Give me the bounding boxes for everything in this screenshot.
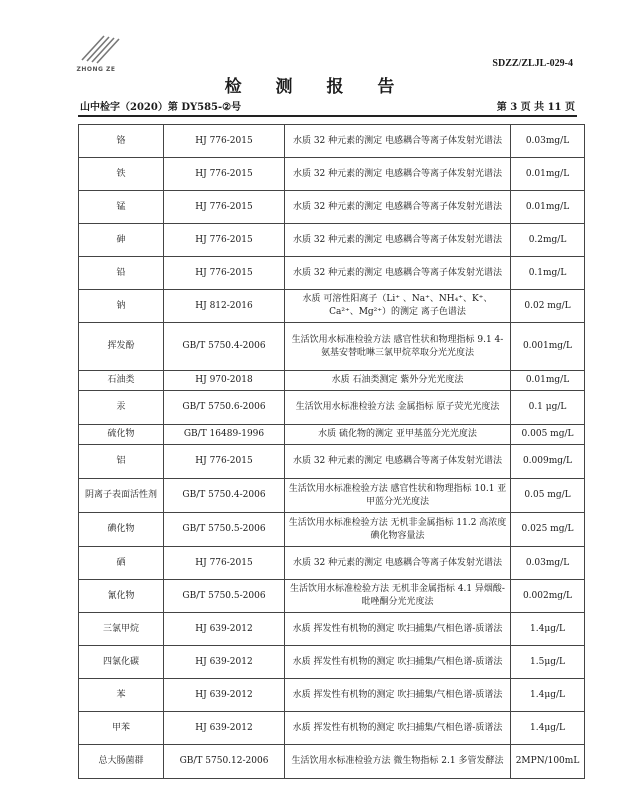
table-cell-limit: 2MPN/100mL	[511, 745, 585, 779]
table-cell-standard: HJ 812-2016	[164, 290, 285, 323]
table-row	[79, 191, 585, 224]
table-cell-method: 水质 石油类测定 紫外分光光度法	[285, 371, 511, 391]
table-cell-limit: 0.02 mg/L	[511, 290, 585, 323]
table-cell-method: 水质 挥发性有机物的测定 吹扫捕集/气相色谱-质谱法	[285, 712, 511, 745]
table-cell-method: 水质 硫化物的测定 亚甲基蓝分光光度法	[285, 425, 511, 445]
table-cell-item: 铝	[79, 445, 164, 479]
table-cell-method: 生活饮用水标准检验方法 无机非金属指标 11.2 高浓度碘化物容量法	[285, 513, 511, 547]
table-cell-limit: 0.2mg/L	[511, 224, 585, 257]
company-logo-icon	[74, 30, 124, 70]
table-cell-method: 水质 32 种元素的测定 电感耦合等离子体发射光谱法	[285, 125, 511, 158]
table-cell-standard: HJ 639-2012	[164, 712, 285, 745]
table-cell-standard: HJ 970-2018	[164, 371, 285, 391]
table-cell-method: 水质 挥发性有机物的测定 吹扫捕集/气相色谱-质谱法	[285, 679, 511, 712]
page-title: 检 测 报 告	[224, 77, 409, 97]
table-cell-limit: 0.03mg/L	[511, 547, 585, 580]
table-row	[79, 513, 585, 547]
table-cell-standard: GB/T 5750.6-2006	[164, 391, 285, 425]
table-cell-limit: 1.4μg/L	[511, 712, 585, 745]
table-cell-item: 苯	[79, 679, 164, 712]
table-cell-method: 水质 可溶性阳离子（Li⁺ 、Na⁺、NH₄⁺、K⁺、Ca²⁺、Mg²⁺）的测定 离子色谱法	[285, 290, 511, 323]
table-cell-standard: HJ 776-2015	[164, 125, 285, 158]
table-cell-standard: GB/T 5750.4-2006	[164, 323, 285, 371]
table-cell-method: 水质 32 种元素的测定 电感耦合等离子体发射光谱法	[285, 224, 511, 257]
table-cell-standard: GB/T 5750.12-2006	[164, 745, 285, 779]
table-cell-limit: 1.5μg/L	[511, 646, 585, 679]
table-cell-limit: 0.009mg/L	[511, 445, 585, 479]
report-meta	[80, 98, 575, 114]
table-cell-method: 水质 挥发性有机物的测定 吹扫捕集/气相色谱-质谱法	[285, 646, 511, 679]
table-cell-item: 钠	[79, 290, 164, 323]
table-cell-item: 铁	[79, 158, 164, 191]
report-number: 山中检字（2020）第 DY585-②号	[80, 102, 242, 113]
table-cell-item: 硒	[79, 547, 164, 580]
table-cell-limit: 0.03mg/L	[511, 125, 585, 158]
table-cell-item: 锰	[79, 191, 164, 224]
table-row	[79, 371, 585, 391]
table-cell-standard: HJ 639-2012	[164, 613, 285, 646]
table-cell-limit: 0.025 mg/L	[511, 513, 585, 547]
table-cell-standard: GB/T 5750.5-2006	[164, 580, 285, 613]
table-cell-item: 四氯化碳	[79, 646, 164, 679]
table-row	[79, 425, 585, 445]
table-cell-item: 汞	[79, 391, 164, 425]
table-cell-standard: HJ 776-2015	[164, 445, 285, 479]
table-cell-item: 碘化物	[79, 513, 164, 547]
table-cell-method: 水质 32 种元素的测定 电感耦合等离子体发射光谱法	[285, 445, 511, 479]
table-cell-method: 生活饮用水标准检验方法 感官性状和物理指标 9.1 4-氨基安替吡啉三氯甲烷萃取分光光度法	[285, 323, 511, 371]
table-row	[79, 290, 585, 323]
table-row	[79, 745, 585, 779]
table-cell-limit: 1.4μg/L	[511, 613, 585, 646]
table-row	[79, 158, 585, 191]
table-cell-method: 水质 32 种元素的测定 电感耦合等离子体发射光谱法	[285, 191, 511, 224]
table-cell-method: 水质 挥发性有机物的测定 吹扫捕集/气相色谱-质谱法	[285, 613, 511, 646]
table-cell-item: 阴离子表面活性剂	[79, 479, 164, 513]
table-row	[79, 224, 585, 257]
document-code: SDZZ/ZLJL-029-4	[492, 58, 573, 69]
table-cell-method: 水质 32 种元素的测定 电感耦合等离子体发射光谱法	[285, 158, 511, 191]
table-cell-method: 水质 32 种元素的测定 电感耦合等离子体发射光谱法	[285, 257, 511, 290]
table-cell-method: 生活饮用水标准检验方法 无机非金属指标 4.1 异烟酸-吡唑酮分光光度法	[285, 580, 511, 613]
table-cell-standard: HJ 639-2012	[164, 679, 285, 712]
table-cell-limit: 0.01mg/L	[511, 191, 585, 224]
table-cell-limit: 1.4μg/L	[511, 679, 585, 712]
table-row	[79, 391, 585, 425]
table-row	[79, 445, 585, 479]
table-cell-limit: 0.001mg/L	[511, 323, 585, 371]
page-indicator: 第 3 页 共 11 页	[496, 102, 575, 113]
table-cell-item: 氰化物	[79, 580, 164, 613]
table-cell-method: 水质 32 种元素的测定 电感耦合等离子体发射光谱法	[285, 547, 511, 580]
table-cell-item: 三氯甲烷	[79, 613, 164, 646]
table-cell-standard: HJ 776-2015	[164, 547, 285, 580]
table-row	[79, 125, 585, 158]
table-row	[79, 547, 585, 580]
table-row	[79, 323, 585, 371]
table-row	[79, 646, 585, 679]
table-cell-standard: HJ 776-2015	[164, 158, 285, 191]
table-cell-standard: GB/T 16489-1996	[164, 425, 285, 445]
table-cell-standard: HJ 776-2015	[164, 257, 285, 290]
table-cell-item: 甲苯	[79, 712, 164, 745]
table-row	[79, 479, 585, 513]
table-cell-standard: HJ 639-2012	[164, 646, 285, 679]
table-cell-item: 总大肠菌群	[79, 745, 164, 779]
table-row	[79, 613, 585, 646]
table-cell-item: 铅	[79, 257, 164, 290]
table-cell-limit: 0.005 mg/L	[511, 425, 585, 445]
table-cell-item: 硫化物	[79, 425, 164, 445]
table-cell-item: 砷	[79, 224, 164, 257]
table-cell-standard: GB/T 5750.4-2006	[164, 479, 285, 513]
table-cell-item: 挥发酚	[79, 323, 164, 371]
logo-text: ZHONG ZE	[76, 66, 116, 73]
table-row	[79, 257, 585, 290]
table-cell-limit: 0.01mg/L	[511, 371, 585, 391]
table-cell-method: 生活饮用水标准检验方法 金属指标 原子荧光光度法	[285, 391, 511, 425]
table-cell-standard: HJ 776-2015	[164, 191, 285, 224]
table-row	[79, 679, 585, 712]
table-cell-method: 生活饮用水标准检验方法 微生物指标 2.1 多管发酵法	[285, 745, 511, 779]
table-cell-limit: 0.002mg/L	[511, 580, 585, 613]
table-cell-limit: 0.1 μg/L	[511, 391, 585, 425]
table-cell-limit: 0.05 mg/L	[511, 479, 585, 513]
table-cell-method: 生活饮用水标准检验方法 感官性状和物理指标 10.1 亚甲蓝分光光度法	[285, 479, 511, 513]
header-divider	[78, 115, 577, 117]
test-methods-table	[78, 124, 585, 779]
table-row	[79, 580, 585, 613]
table-cell-standard: HJ 776-2015	[164, 224, 285, 257]
table-cell-item: 铬	[79, 125, 164, 158]
table-row	[79, 712, 585, 745]
table-cell-item: 石油类	[79, 371, 164, 391]
table-cell-standard: GB/T 5750.5-2006	[164, 513, 285, 547]
table-cell-limit: 0.01mg/L	[511, 158, 585, 191]
table-cell-limit: 0.1mg/L	[511, 257, 585, 290]
